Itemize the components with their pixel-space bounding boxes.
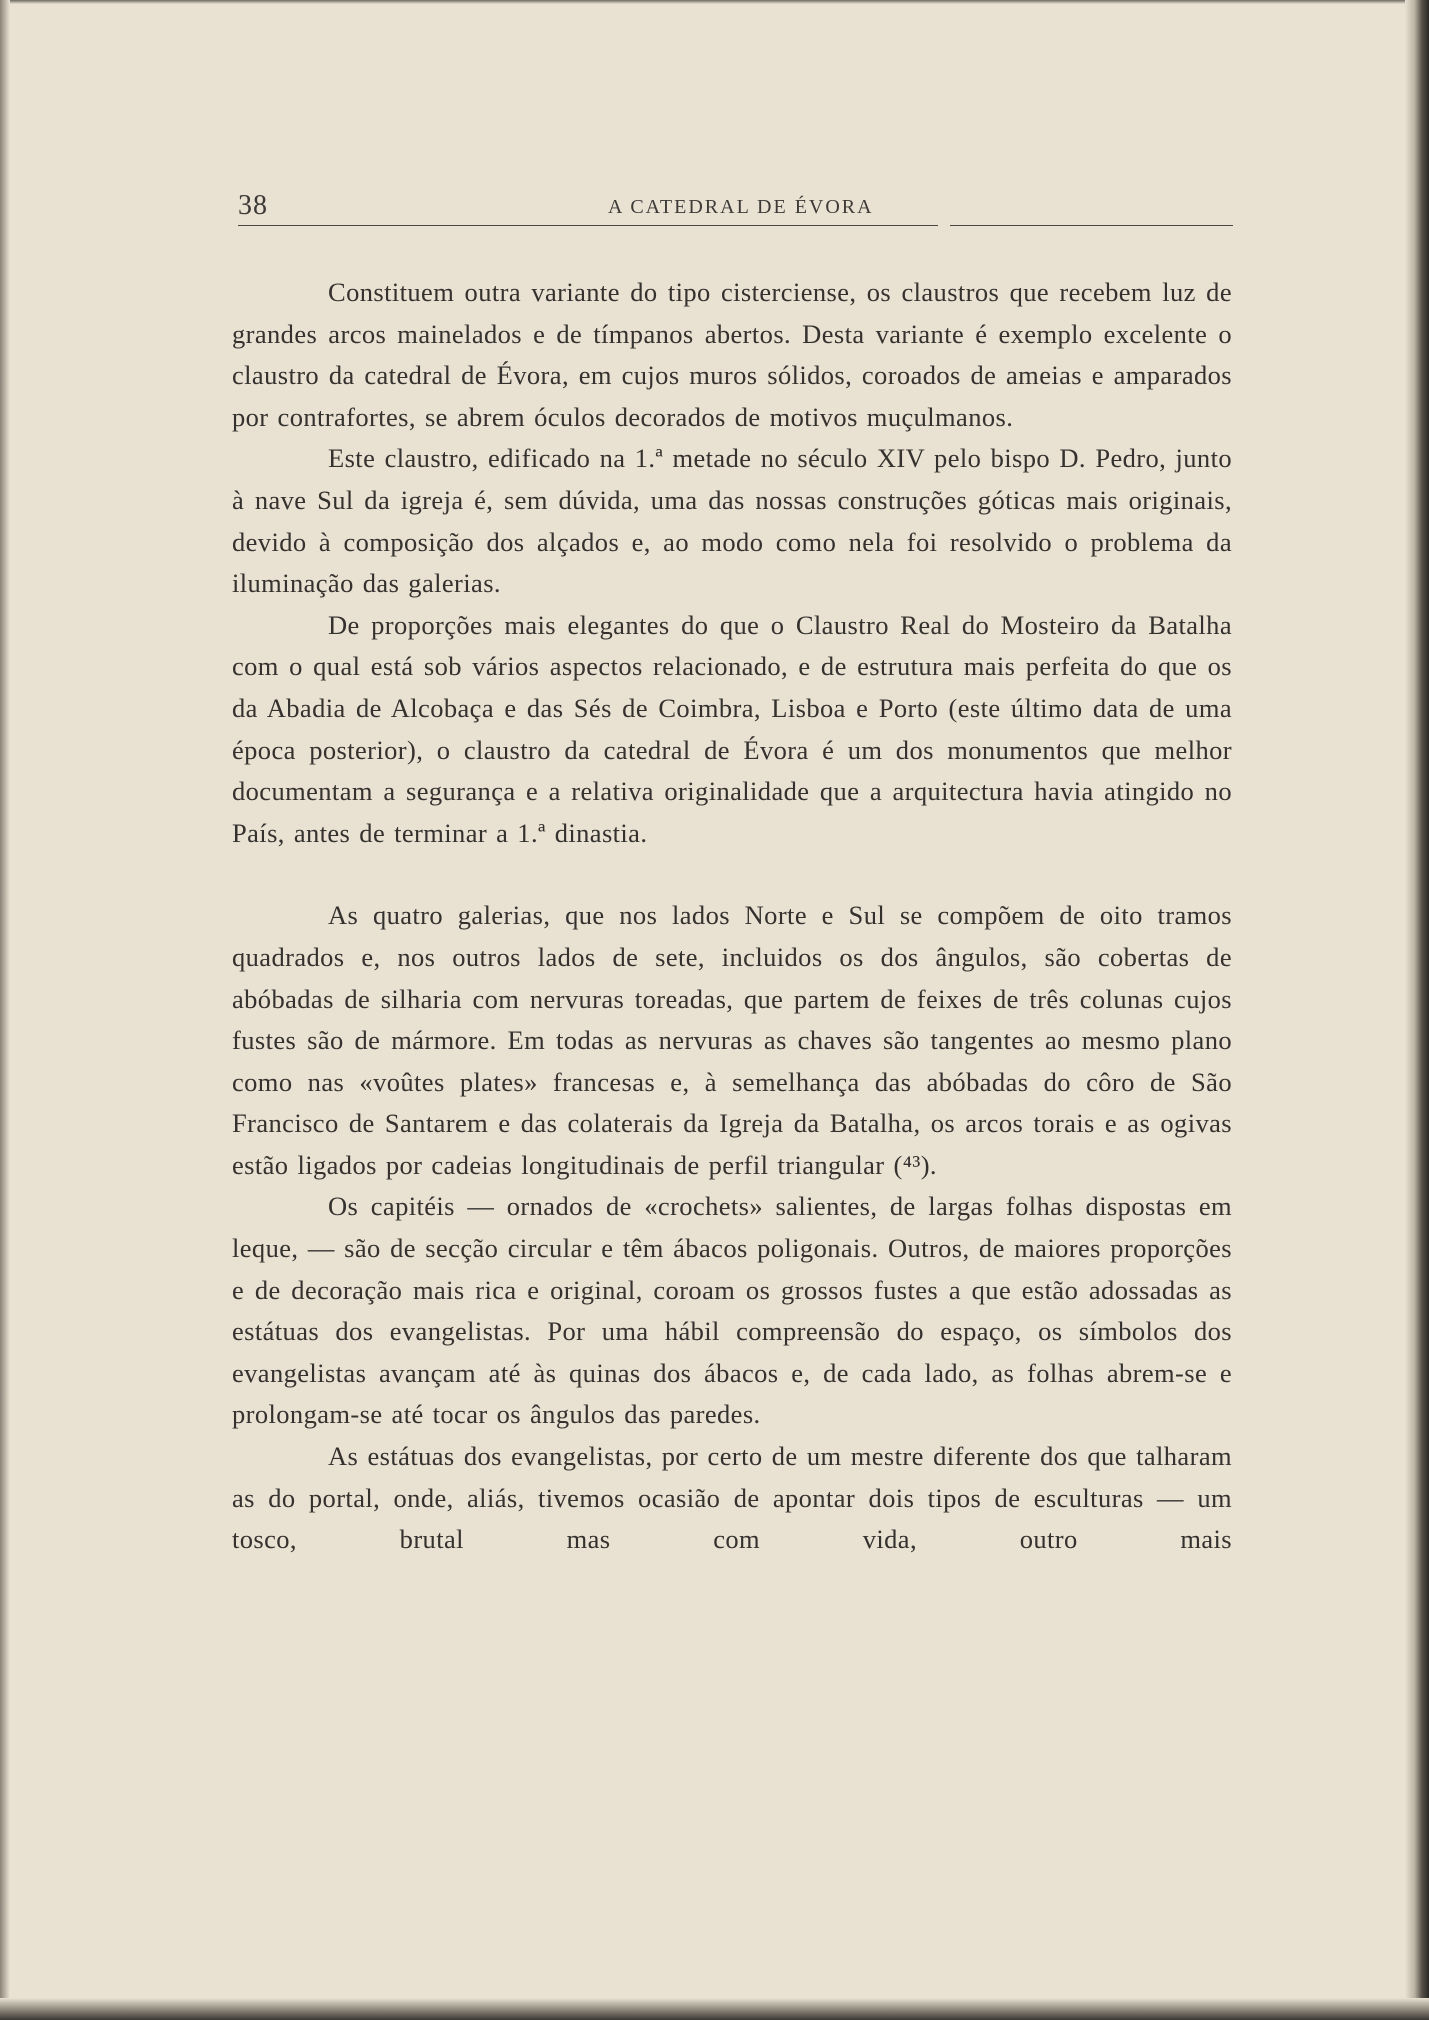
page-bottom-edge: [0, 1998, 1429, 2020]
body-text: [232, 272, 1232, 1561]
paragraph: Constituem outra variante do tipo cisterciense, os claustros que recebem luz de grandes arcos mainelados e de tímpanos abertos. Desta variante é exemplo excelente o claustro da catedral de Évora, em cujos muros sólidos, coroados de ameias e amparados por contrafortes, se abrem óculos decorados de motivos muçulmanos.: [232, 277, 1232, 432]
running-title: A CATEDRAL DE ÉVORA: [608, 196, 874, 218]
paragraph: Os capitéis — ornados de «crochets» salientes, de largas folhas dispostas em leque, — são de secção circular e têm ábacos poligonais. Outros, de maiores proporções e de decoração mais rica e original, coroam os grossos fustes a que estão adossadas as estátuas dos evangelistas. Por uma hábil compreensão do espaço, os símbolos dos evangelistas avançam até às quinas dos ábacos e, de cada lado, as folhas abrem-se e prolongam-se até tocar os ângulos das paredes.: [232, 1191, 1232, 1430]
paragraph: As quatro galerias, que nos lados Norte e Sul se compõem de oito tramos quadrados e, nos outros lados de sete, incluidos os dos ângulos, são cobertas de abóbadas de silharia com nervuras toreadas, que partem de feixes de três colunas cujos fustes são de mármore. Em todas as nervuras as chaves são tangentes ao mesmo plano como nas «voûtes plates» francesas e, à semelhança das abóbadas do côro de São Francisco de Santarem e das colaterais da Igreja da Batalha, os arcos torais e as ogivas estão ligados por cadeias longitudinais de perfil triangular (⁴³).: [232, 900, 1232, 1180]
header-rule-left: [238, 225, 938, 226]
paragraph: De proporções mais elegantes do que o Claustro Real do Mosteiro da Batalha com o qual está sob vários aspectos relacionado, e de estrutura mais perfeita do que os da Abadia de Alcobaça e das Sés de Coimbra, Lisboa e Porto (este último data de uma época posterior), o claustro da catedral de Évora é um dos monumentos que melhor documentam a segurança e a relativa originalidade que a arquitectura havia atingido no País, antes de terminar a 1.ª dinastia.: [232, 609, 1232, 848]
section-gap: [232, 854, 1232, 895]
page-top-edge: [0, 0, 1429, 4]
page-spine-shadow: [0, 0, 10, 2020]
page-right-edge: [1405, 0, 1429, 2020]
header-rule-right: [950, 225, 1233, 226]
running-header: [238, 190, 1233, 230]
page-number: 38: [238, 190, 268, 221]
paragraph: As estátuas dos evangelistas, por certo de um mestre diferente dos que talharam as do portal, onde, aliás, tivemos ocasião de apontar dois tipos de esculturas — um tosco, brutal mas com vida, outro mais: [232, 1441, 1232, 1555]
paragraph: Este claustro, edificado na 1.ª metade no século XIV pelo bispo D. Pedro, junto à nave Sul da igreja é, sem dúvida, uma das nossas construções góticas mais originais, devido à composição dos alçados e, ao modo como nela foi resolvido o problema da iluminação das galerias.: [232, 443, 1232, 599]
